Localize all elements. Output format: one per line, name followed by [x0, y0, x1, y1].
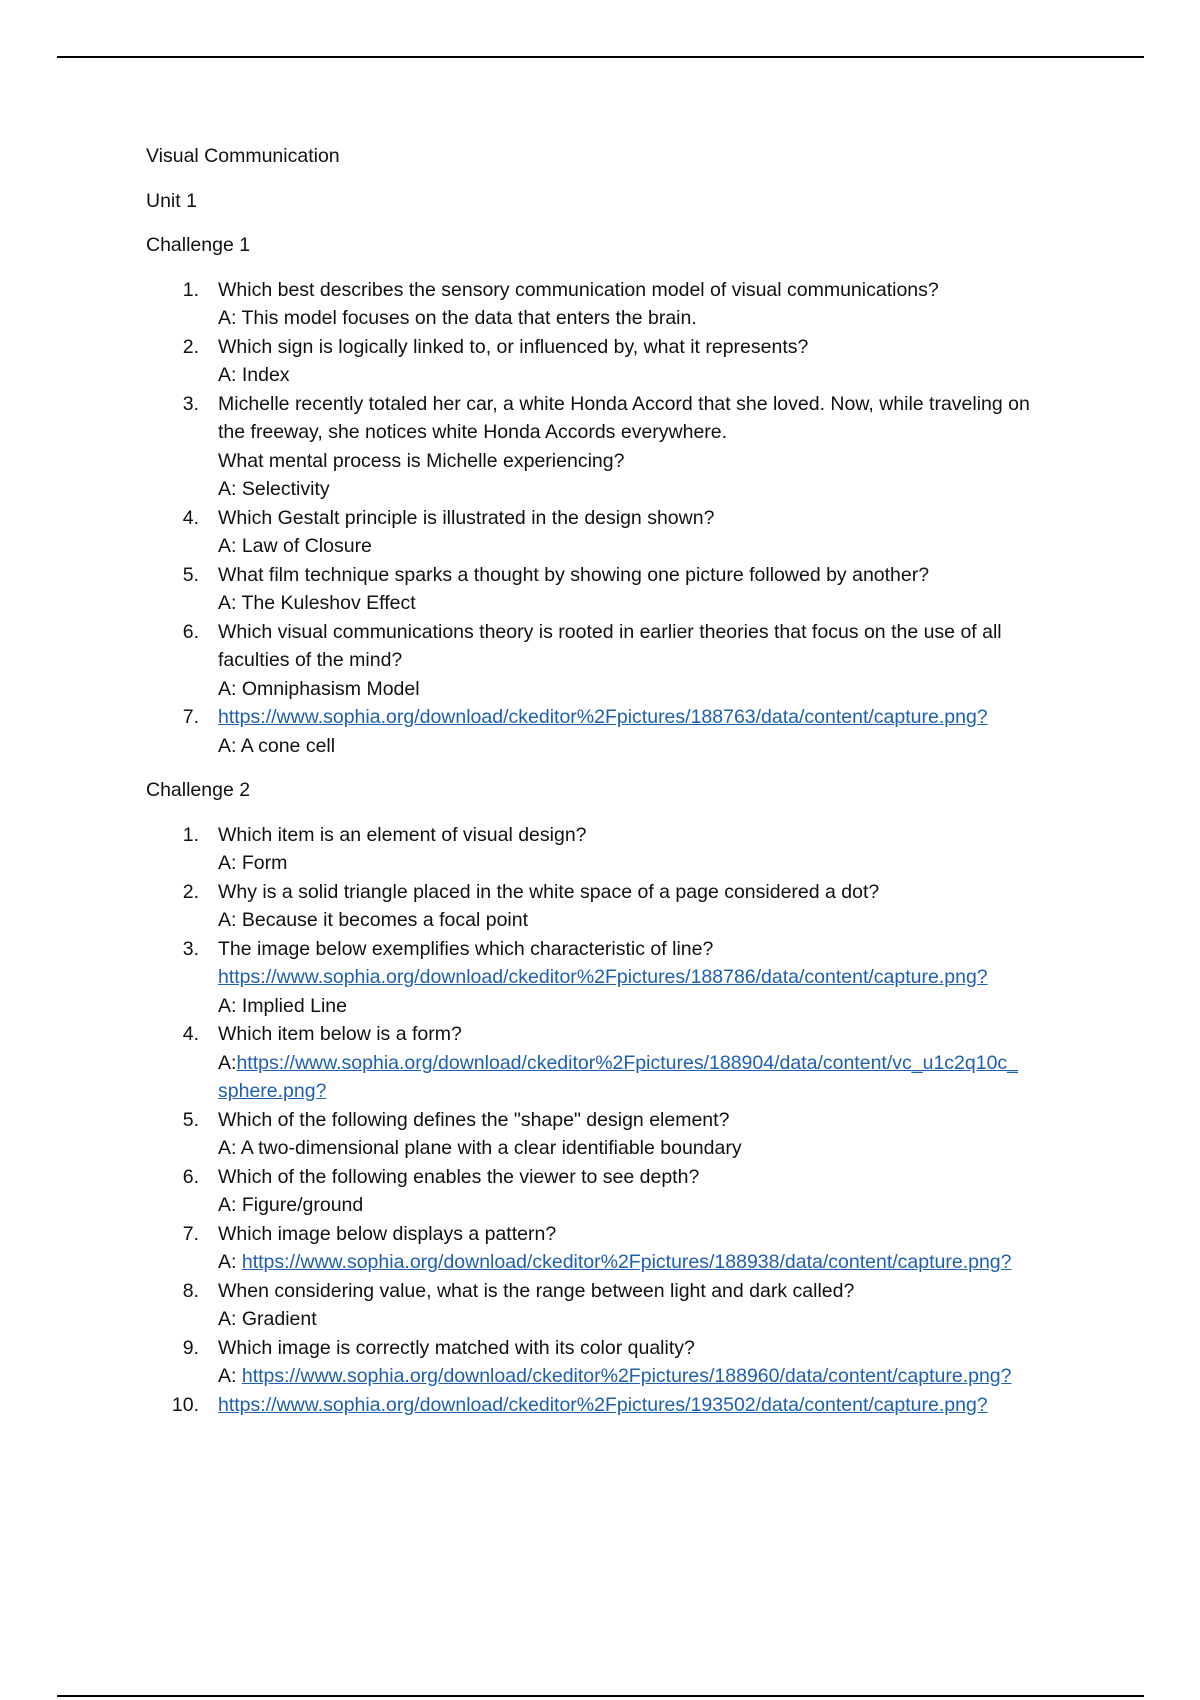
item-number: 4.	[182, 1023, 199, 1045]
item-number: 10.	[171, 1393, 199, 1416]
answer-prefix: A:	[218, 1051, 237, 1074]
challenge-2-list	[146, 821, 1096, 1420]
list-item	[146, 1277, 1096, 1334]
list-item	[146, 821, 1096, 878]
answer: A: A cone cell	[218, 734, 336, 757]
list-item	[146, 1220, 1096, 1277]
list-item	[146, 618, 1096, 704]
list-item	[146, 390, 1096, 504]
list-item	[146, 504, 1096, 561]
question: Which best describes the sensory communication model of visual communications?	[218, 278, 939, 301]
list-item	[146, 276, 1096, 333]
question: Which Gestalt principle is illustrated in the design shown?	[218, 506, 715, 529]
image-link[interactable]: https://www.sophia.org/download/ckeditor%2Fpictures/193502/data/content/capture.png?	[218, 1393, 988, 1416]
item-number: 4.	[182, 506, 199, 529]
unit-label: Unit 1	[146, 189, 197, 212]
image-link[interactable]: https://www.sophia.org/download/ckeditor%2Fpictures/188960/data/content/capture.png?	[241, 1365, 1012, 1387]
image-link[interactable]: https://www.sophia.org/download/ckeditor%2Fpictures/188938/data/content/capture.png?	[241, 1251, 1012, 1273]
challenge-2-heading: Challenge 2	[146, 779, 251, 801]
question: Which of the following enables the viewer to see depth?	[218, 1165, 700, 1188]
answer-prefix: A:	[218, 1251, 242, 1273]
answer: A: Law of Closure	[218, 535, 372, 557]
document-title: Visual Communication	[146, 145, 340, 167]
answer: A: This model focuses on the data that enters the brain.	[218, 307, 697, 329]
question: the freeway, she notices white Honda Accords everywhere.	[218, 421, 728, 443]
answer: A: Because it becomes a focal point	[218, 909, 529, 931]
item-number: 2.	[182, 335, 199, 358]
image-link[interactable]: https://www.sophia.org/download/ckeditor%2Fpictures/188904/data/content/vc_u1c2q10c_	[236, 1051, 1019, 1074]
list-item	[146, 1163, 1096, 1220]
list-item	[146, 333, 1096, 390]
item-number: 1.	[182, 278, 199, 301]
answer: A: Form	[218, 852, 288, 874]
item-number: 5.	[182, 1108, 199, 1131]
item-number: 3.	[182, 392, 199, 415]
list-item	[146, 1020, 1096, 1106]
challenge-1-heading: Challenge 1	[146, 234, 251, 256]
item-number: 9.	[182, 1336, 199, 1359]
list-item	[146, 1391, 1096, 1420]
bottom-rule	[57, 1695, 1144, 1697]
document-body	[146, 142, 1096, 1435]
image-link-continued[interactable]: sphere.png?	[218, 1080, 327, 1102]
image-link[interactable]: https://www.sophia.org/download/ckeditor%2Fpictures/188786/data/content/capture.png?	[218, 966, 988, 988]
item-number: 8.	[182, 1279, 199, 1302]
question: Why is a solid triangle placed in the white space of a page considered a dot?	[218, 880, 880, 903]
image-link[interactable]: https://www.sophia.org/download/ckeditor%2Fpictures/188763/data/content/capture.png?	[218, 706, 988, 728]
list-item	[146, 703, 1096, 760]
question: What mental process is Michelle experiencing?	[218, 449, 625, 472]
list-item	[146, 1334, 1096, 1391]
item-number: 7.	[182, 706, 199, 728]
list-item	[146, 878, 1096, 935]
item-number: 1.	[182, 823, 199, 846]
answer: A: Implied Line	[218, 994, 347, 1017]
question: Which item is an element of visual design?	[218, 823, 587, 846]
answer: A: Figure/ground	[218, 1194, 364, 1216]
question: Which item below is a form?	[218, 1023, 462, 1045]
question: Which visual communications theory is rooted in earlier theories that focus on the use of all	[218, 620, 1002, 643]
answer: A: Gradient	[218, 1308, 317, 1330]
top-rule	[57, 56, 1144, 58]
challenge-1-list	[146, 276, 1096, 761]
question: What film technique sparks a thought by showing one picture followed by another?	[218, 563, 930, 586]
item-number: 2.	[182, 880, 199, 903]
item-number: 3.	[182, 937, 199, 960]
answer: A: Omniphasism Model	[218, 677, 420, 700]
question: When considering value, what is the range between light and dark called?	[218, 1279, 855, 1302]
question: Which image is correctly matched with its color quality?	[218, 1336, 695, 1359]
answer: A: The Kuleshov Effect	[218, 592, 416, 614]
question: Which of the following defines the "shape" design element?	[218, 1108, 730, 1131]
question: Which sign is logically linked to, or influenced by, what it represents?	[218, 335, 809, 358]
item-number: 6.	[182, 620, 199, 643]
question: faculties of the mind?	[218, 649, 403, 671]
list-item	[146, 935, 1096, 1021]
item-number: 7.	[182, 1222, 199, 1245]
item-number: 5.	[182, 563, 199, 586]
list-item	[146, 1106, 1096, 1163]
answer-prefix: A:	[218, 1365, 242, 1387]
answer: A: Selectivity	[218, 478, 330, 500]
item-number: 6.	[182, 1165, 199, 1188]
answer: A: Index	[218, 364, 290, 386]
question: Which image below displays a pattern?	[218, 1222, 557, 1245]
answer: A: A two-dimensional plane with a clear identifiable boundary	[218, 1137, 742, 1159]
question: Michelle recently totaled her car, a white Honda Accord that she loved. Now, while traveling on	[218, 392, 1030, 415]
question: The image below exemplifies which characteristic of line?	[218, 937, 714, 960]
list-item	[146, 561, 1096, 618]
